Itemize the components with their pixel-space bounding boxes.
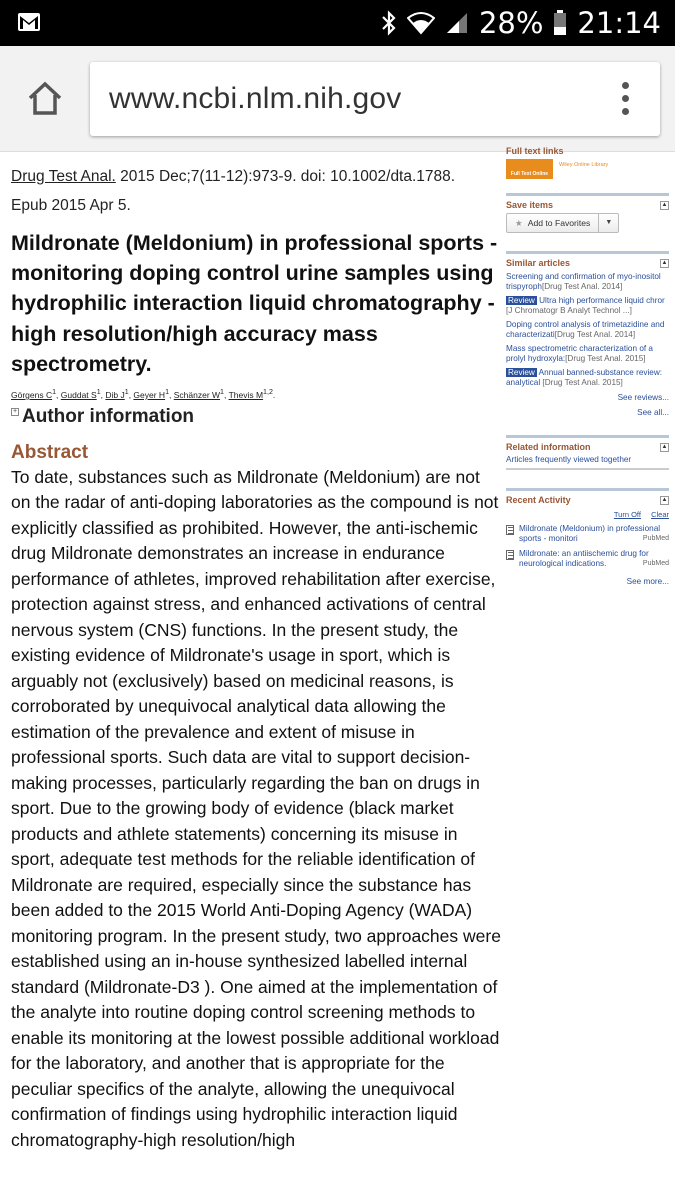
citation-details: 2015 Dec;7(11-12):973-9. doi: 10.1002/dta.1788. xyxy=(115,168,456,185)
recent-activity-section xyxy=(506,488,669,586)
menu-icon[interactable] xyxy=(620,82,630,118)
collapse-icon[interactable]: ▲ xyxy=(661,496,668,503)
wifi-icon xyxy=(407,11,435,35)
see-more-link[interactable]: See more... xyxy=(626,577,669,586)
full-text-online-badge[interactable]: Full Text Online xyxy=(506,159,553,179)
journal-link[interactable]: Drug Test Anal. xyxy=(11,168,116,185)
document-icon xyxy=(506,525,514,535)
similar-articles-title: Similar articles xyxy=(506,258,571,268)
see-reviews-link[interactable]: See reviews... xyxy=(617,393,669,402)
url-text[interactable]: www.ncbi.nlm.nih.gov xyxy=(109,82,402,115)
save-items-title: Save items xyxy=(506,200,554,210)
similar-article-item[interactable]: Screening and confirmation of myo-inositol trispyroph[Drug Test Anal. 2014] xyxy=(506,272,661,291)
review-badge: Review xyxy=(508,296,535,305)
related-information-section xyxy=(506,435,669,470)
address-bar[interactable] xyxy=(90,62,660,136)
collapse-icon[interactable]: ▲ xyxy=(661,443,668,450)
related-information-title: Related information xyxy=(506,442,591,452)
turn-off-link[interactable]: Turn Off xyxy=(613,510,641,519)
document-icon xyxy=(506,550,514,560)
gmail-icon xyxy=(17,12,41,32)
see-all-link[interactable]: See all... xyxy=(637,408,669,417)
clear-link[interactable]: Clear xyxy=(651,510,669,519)
author-link[interactable]: Schänzer W xyxy=(173,389,221,400)
author-link[interactable]: Thevis M xyxy=(228,389,264,400)
author-link[interactable]: Geyer H xyxy=(133,389,166,400)
browser-toolbar xyxy=(0,46,675,152)
review-badge: Review xyxy=(508,368,535,377)
recent-activity-title: Recent Activity xyxy=(506,495,571,505)
home-icon[interactable] xyxy=(26,80,64,116)
similar-article-item[interactable]: Review Annual banned-substance review: analytical [Drug Test Anal. 2015] xyxy=(506,368,663,387)
author-information-toggle[interactable] xyxy=(11,406,501,428)
similar-articles-section xyxy=(506,251,669,417)
similar-article-item[interactable]: Doping control analysis of trimetazidine and characterizati[Drug Test Anal. 2014] xyxy=(506,320,665,339)
similar-article-item[interactable]: Review Ultra high performance liquid chror [J Chromatogr B Analyt Technol ...] xyxy=(506,296,665,315)
citation xyxy=(11,162,501,220)
clock-time: 21:14 xyxy=(577,6,661,40)
wiley-logo[interactable]: Wiley Online Library xyxy=(559,162,609,168)
epub-date: Epub 2015 Apr 5. xyxy=(11,197,131,214)
article-title: Mildronate (Meldonium) in professional sports - monitoring doping control urine samples using hydrophilic interaction liquid chromatography - high resolution/high accuracy mass spectrometry. xyxy=(11,231,498,376)
similar-article-item[interactable]: Mass spectrometric characterization of a prolyl hydroxyla:[Drug Test Anal. 2015] xyxy=(506,344,653,363)
battery-percent: 28% xyxy=(478,6,544,40)
author-information-label: Author information xyxy=(22,405,195,427)
author-link[interactable]: Guddat S xyxy=(60,389,97,400)
article-main xyxy=(11,152,501,1153)
recent-activity-item[interactable]: Mildronate (Meldonium) in professional sports - monitori PubMed xyxy=(506,524,669,544)
bluetooth-icon xyxy=(381,10,397,36)
full-text-links-section xyxy=(506,146,669,179)
collapse-icon[interactable]: ▲ xyxy=(661,201,668,208)
collapse-icon[interactable]: ▲ xyxy=(661,259,668,266)
related-articles-link[interactable]: Articles frequently viewed together xyxy=(506,455,632,464)
signal-icon xyxy=(445,11,469,35)
star-icon: ★ xyxy=(515,217,523,228)
save-items-section xyxy=(506,193,669,233)
sidebar xyxy=(506,146,669,586)
author-list: Görgens $C^1$, Guddat $S^1$, Dib $J^1$, Geyer $H^1$, Schänzer $W^1$, Thevis M$^{1,2}$. xyxy=(11,388,276,400)
add-to-favorites-button[interactable]: ★ Add to Favorites ▼ xyxy=(506,213,619,233)
dropdown-arrow-icon[interactable]: ▼ xyxy=(598,214,618,232)
battery-icon xyxy=(553,10,567,36)
abstract-text: To date, substances such as Mildronate (Meldonium) are not on the radar of anti-doping laboratories as the compound is not explicitly classified as prohibited. However, the anti-ischemic drug Mildronate demonstrates an increase in endurance performance of athletes, improved rehabilitation after exercise, protection against stress, and enhanced activations of central nervous system (CNS) functions. In the present study, the existing evidence of Mildronate's usage in sport, which is arguably not (exclusively) based on medicinal reasons, is corroborated by unequivocal analytical data allowing the estimation of the prevalence and extent of misuse in professional sports. Such data are vital to support decision-making processes, particularly regarding the ban on drugs in sport. Due to the growing body of evidence (black market products and athlete statements) concerning its misuse in sport, adequate test methods for the reliable identification of Mildronate are required, especially since the substance has been added to the 2015 World Anti-Doping Agency (WADA) monitoring program. In the present study, two approaches were established using an in-house synthesized labelled internal standard (Mildronate-D3 ). One aimed at the implementation of the analyte into routine doping control screening methods to enable its monitoring at the lowest possible additional workload for the laboratory, and another that is appropriate for the peculiar specifics of the analyte, allowing the unequivocal confirmation of findings using hydrophilic interaction liquid chromatography-high resolution/high xyxy=(11,466,501,1150)
full-text-links-title: Full text links xyxy=(506,146,564,156)
author-link[interactable]: Görgens C xyxy=(11,389,53,400)
abstract-heading: Abstract xyxy=(11,441,89,463)
recent-activity-item[interactable]: Mildronate: an antiischemic drug for neurological indications. PubMed xyxy=(506,549,669,569)
author-link[interactable]: Dib J xyxy=(105,389,125,400)
expand-icon[interactable]: + xyxy=(12,407,18,415)
status-bar xyxy=(0,0,675,46)
